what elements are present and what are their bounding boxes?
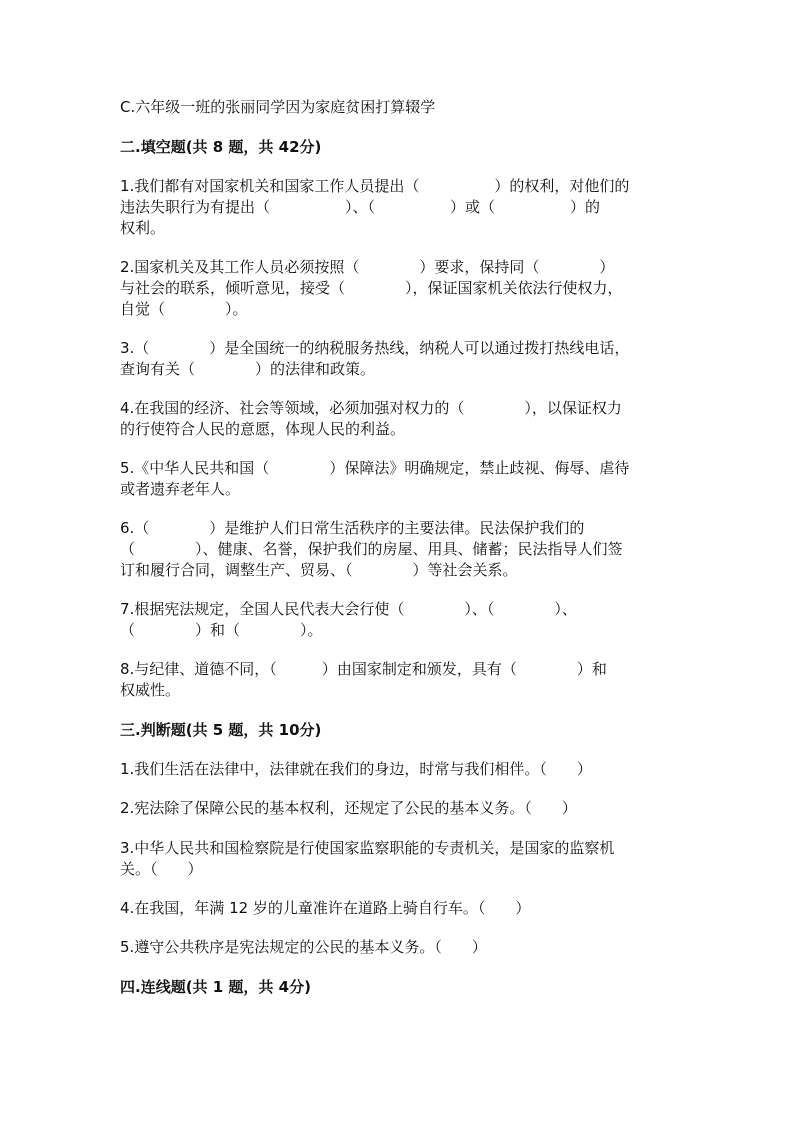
question-line: 4.在我国的经济、社会等领域，必须加强对权力的（ ），以保证权力 — [120, 399, 622, 417]
question-line: 权威性。 — [120, 681, 181, 699]
question-line: 2.国家机关及其工作人员必须按照（ ）要求，保持同（ ） — [120, 258, 615, 276]
question-line: 3.（ ）是全国统一的纳税服务热线，纳税人可以通过拨打热线电话， — [120, 339, 630, 357]
section-heading-matching: 四.连线题(共 1 题，共 4分) — [120, 978, 311, 996]
section-heading-true-false: 三.判断题(共 5 题，共 10分) — [120, 721, 322, 739]
question-line: 查询有关（ ）的法律和政策。 — [120, 360, 376, 378]
question-line: 与社会的联系，倾听意见，接受（ ），保证国家机关依法行使权力， — [120, 279, 623, 297]
question-line: 自觉（ ）。 — [120, 300, 248, 318]
option-c: C.六年级一班的张丽同学因为家庭贫困打算辍学 — [120, 98, 436, 116]
question-line: 5.《中华人民共和国（ ）保障法》明确规定，禁止歧视、侮辱、虐待 — [120, 459, 630, 477]
question-line: 订和履行合同，调整生产、贸易、（ ）等社会关系。 — [120, 561, 518, 579]
question-line: 3.中华人民共和国检察院是行使国家监察职能的专责机关，是国家的监察机 — [120, 839, 615, 857]
question-line: 4.在我国，年满 12 岁的儿童准许在道路上骑自行车。（ ） — [120, 899, 531, 917]
question-line: 或者遗弃老年人。 — [120, 480, 241, 498]
question-line: 违法失职行为有提出（ ）、（ ）或（ ）的 — [120, 198, 601, 216]
question-line: 1.我们都有对国家机关和国家工作人员提出（ ）的权利，对他们的 — [120, 177, 630, 195]
question-line: （ ）和（ ）。 — [120, 621, 323, 639]
question-line: 5.遵守公共秩序是宪法规定的公民的基本义务。（ ） — [120, 938, 487, 956]
question-line: 2.宪法除了保障公民的基本权利，还规定了公民的基本义务。（ ） — [120, 799, 577, 817]
section-heading-fill-blank: 二.填空题(共 8 题，共 42分) — [120, 138, 322, 156]
question-line: 1.我们生活在法律中，法律就在我们的身边，时常与我们相伴。（ ） — [120, 760, 592, 778]
question-line: （ ）、健康、名誉，保护我们的房屋、用具、储蓄；民法指导人们签 — [120, 540, 623, 558]
question-line: 7.根据宪法规定，全国人民代表大会行使（ ）、（ ）、 — [120, 600, 577, 618]
question-line: 权利。 — [120, 219, 166, 237]
question-line: 关。（ ） — [120, 860, 203, 878]
question-line: 8.与纪律、道德不同，（ ）由国家制定和颁发，具有（ ）和 — [120, 660, 607, 678]
question-line: 的行使符合人民的意愿，体现人民的利益。 — [120, 420, 406, 438]
question-line: 6.（ ）是维护人们日常生活秩序的主要法律。民法保护我们的 — [120, 519, 585, 537]
